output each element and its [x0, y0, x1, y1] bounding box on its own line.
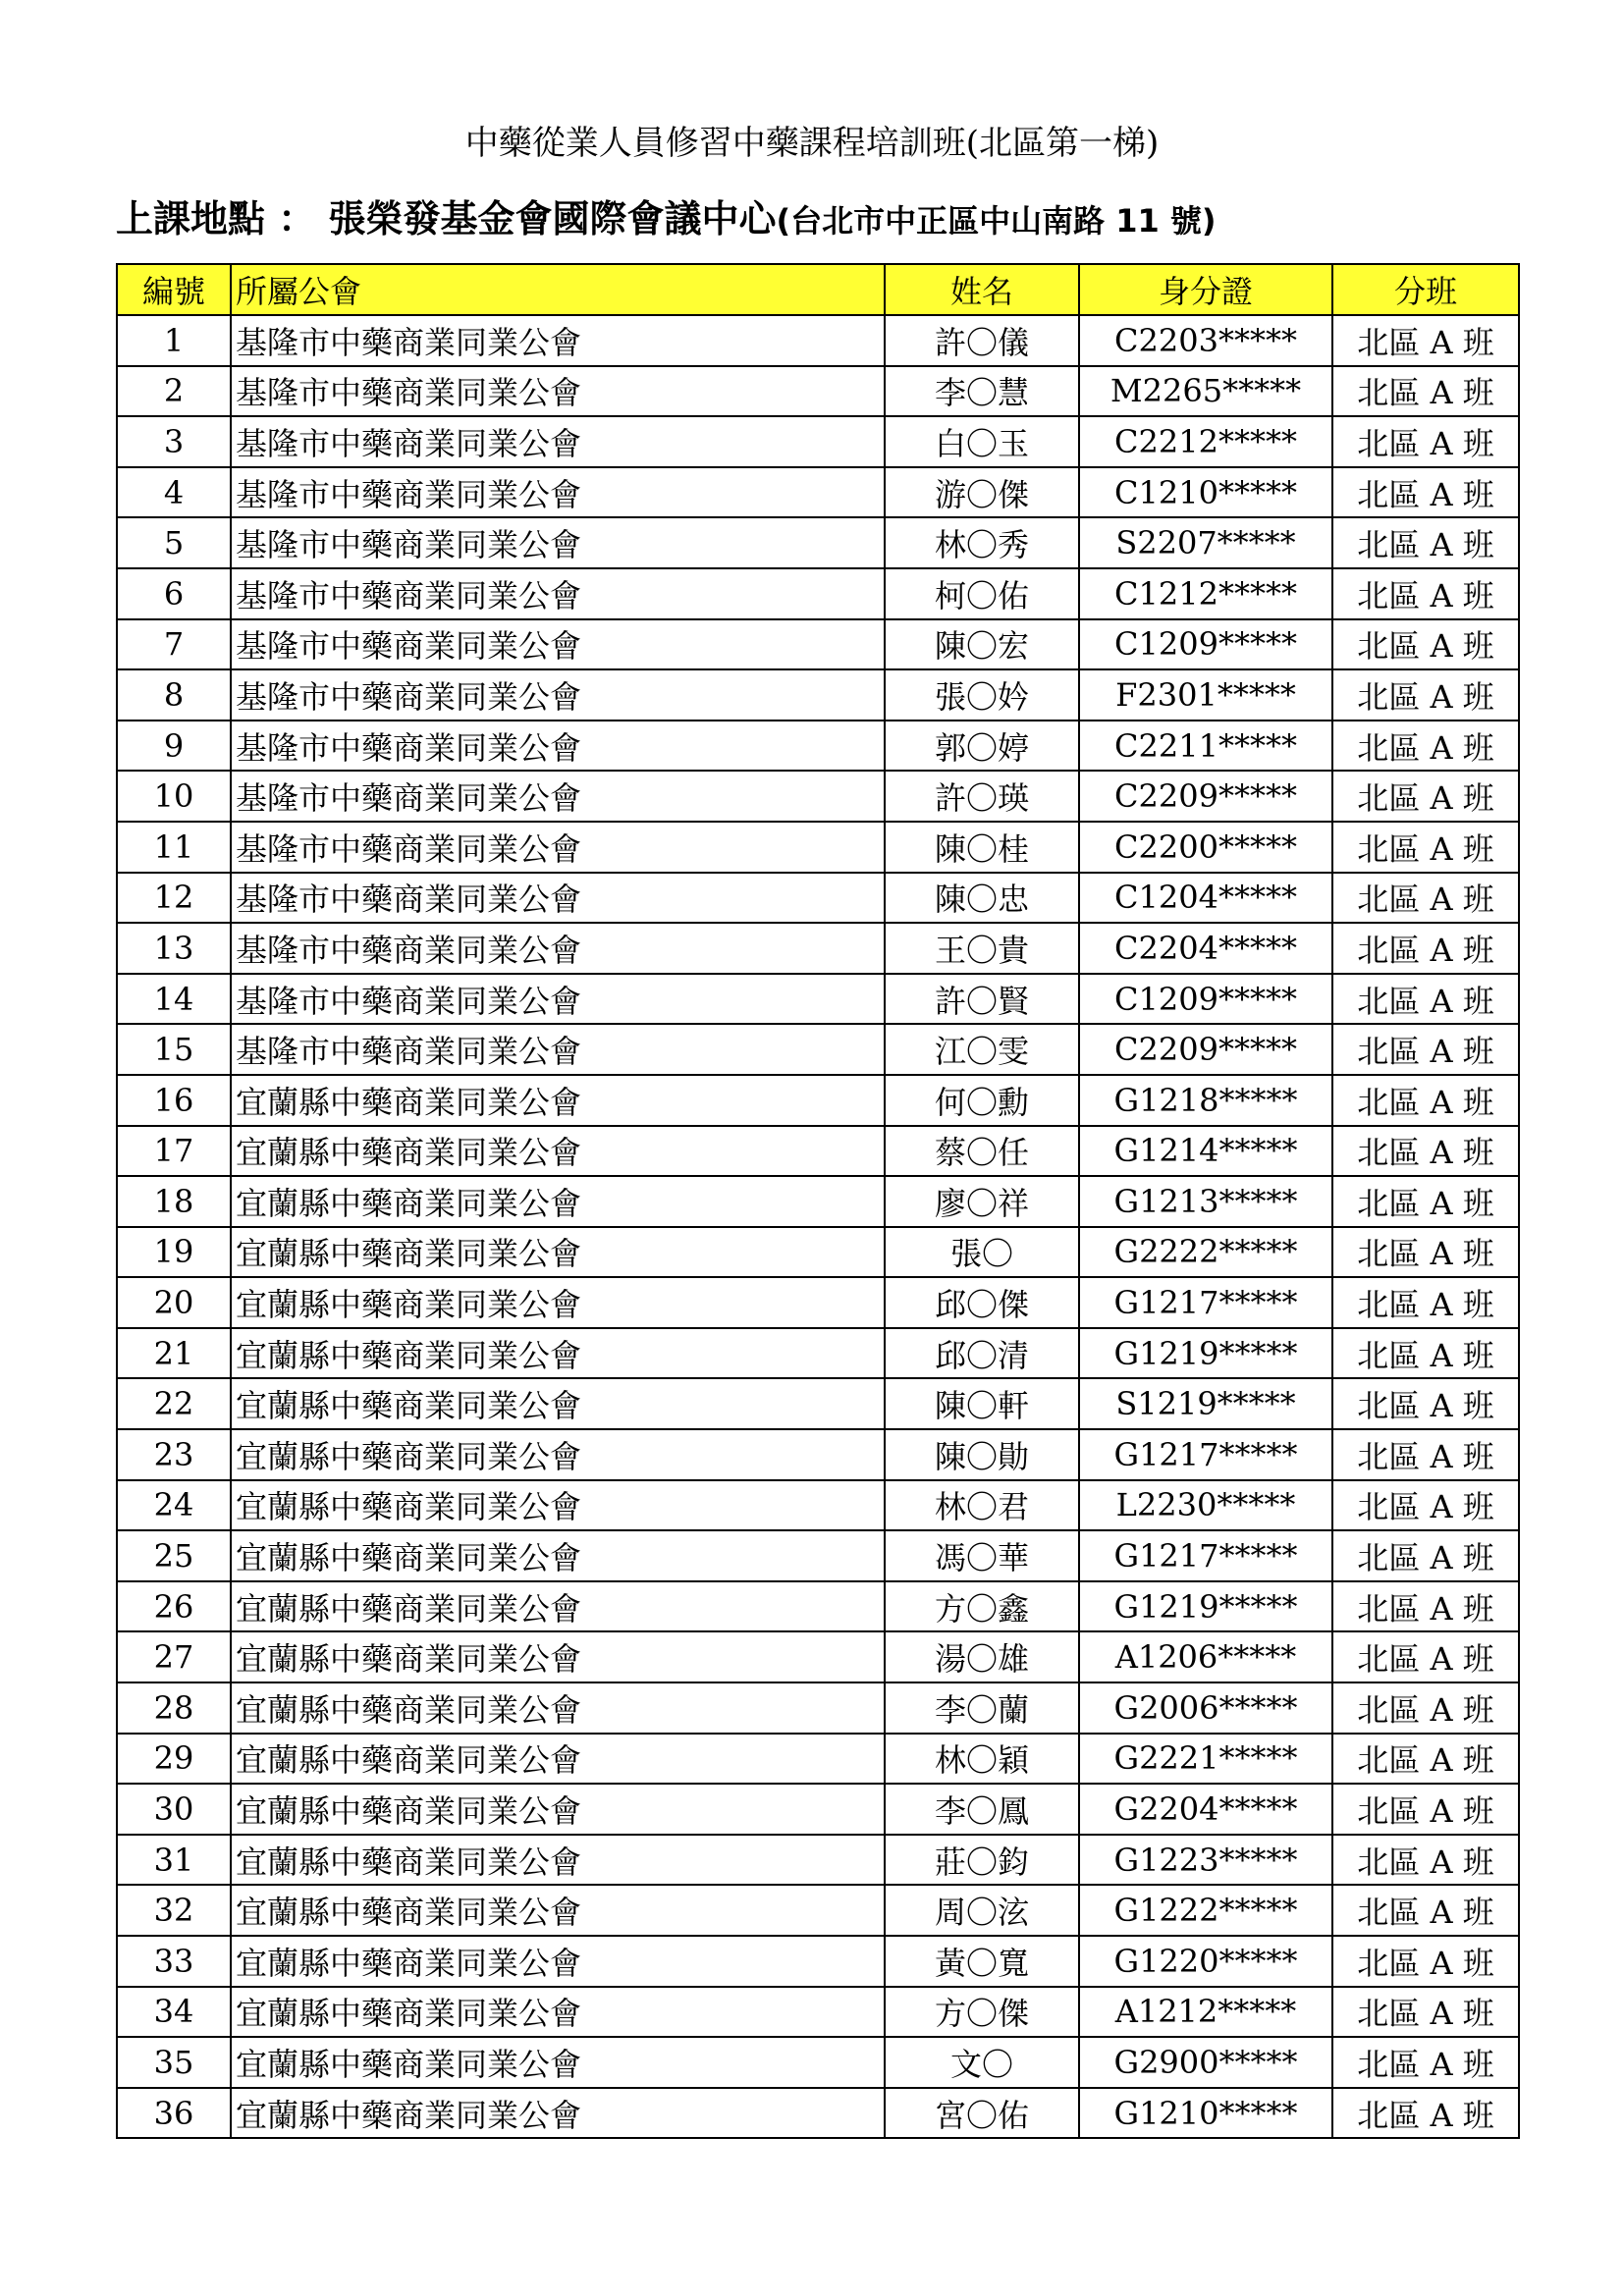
cell-class: 北區 A 班 [1332, 1885, 1519, 1936]
cell-union: 基隆市中藥商業同業公會 [231, 771, 885, 822]
cell-class: 北區 A 班 [1332, 1936, 1519, 1987]
cell-union: 基隆市中藥商業同業公會 [231, 873, 885, 924]
cell-id: G1217***** [1079, 1429, 1332, 1480]
table-row [117, 923, 1519, 974]
cell-number: 3 [117, 416, 231, 467]
cell-number: 10 [117, 771, 231, 822]
cell-class: 北區 A 班 [1332, 669, 1519, 721]
cell-name: 林〇君 [885, 1480, 1079, 1531]
cell-name: 許〇瑛 [885, 771, 1079, 822]
cell-class: 北區 A 班 [1332, 1530, 1519, 1581]
cell-id: L2230***** [1079, 1480, 1332, 1531]
cell-name: 陳〇宏 [885, 619, 1079, 670]
cell-class: 北區 A 班 [1332, 619, 1519, 670]
cell-class: 北區 A 班 [1332, 1581, 1519, 1632]
cell-number: 18 [117, 1176, 231, 1227]
cell-number: 11 [117, 822, 231, 873]
cell-name: 張〇 [885, 1227, 1079, 1278]
table-row [117, 1176, 1519, 1227]
cell-name: 柯〇佑 [885, 568, 1079, 619]
cell-class: 北區 A 班 [1332, 822, 1519, 873]
table-row [117, 2088, 1519, 2139]
table-row [117, 1936, 1519, 1987]
cell-class: 北區 A 班 [1332, 517, 1519, 568]
cell-class: 北區 A 班 [1332, 974, 1519, 1025]
cell-union: 宜蘭縣中藥商業同業公會 [231, 1429, 885, 1480]
cell-number: 12 [117, 873, 231, 924]
cell-union: 宜蘭縣中藥商業同業公會 [231, 1176, 885, 1227]
cell-name: 廖〇祥 [885, 1176, 1079, 1227]
cell-id: A1212***** [1079, 1987, 1332, 2038]
cell-number: 19 [117, 1227, 231, 1278]
cell-class: 北區 A 班 [1332, 1987, 1519, 2038]
cell-number: 2 [117, 366, 231, 417]
cell-class: 北區 A 班 [1332, 1378, 1519, 1429]
cell-name: 李〇鳳 [885, 1784, 1079, 1835]
cell-union: 宜蘭縣中藥商業同業公會 [231, 1936, 885, 1987]
cell-union: 基隆市中藥商業同業公會 [231, 1024, 885, 1075]
cell-number: 25 [117, 1530, 231, 1581]
table-row [117, 619, 1519, 670]
cell-name: 江〇雯 [885, 1024, 1079, 1075]
cell-name: 黃〇寬 [885, 1936, 1079, 1987]
table-row [117, 1227, 1519, 1278]
cell-id: G1223***** [1079, 1835, 1332, 1886]
table-row [117, 1734, 1519, 1785]
table-row [117, 1631, 1519, 1682]
cell-id: S1219***** [1079, 1378, 1332, 1429]
cell-number: 5 [117, 517, 231, 568]
cell-number: 17 [117, 1126, 231, 1177]
cell-id: C1209***** [1079, 974, 1332, 1025]
table-row [117, 1378, 1519, 1429]
cell-number: 36 [117, 2088, 231, 2139]
cell-name: 陳〇桂 [885, 822, 1079, 873]
cell-id: C2209***** [1079, 1024, 1332, 1075]
cell-union: 宜蘭縣中藥商業同業公會 [231, 1987, 885, 2038]
cell-number: 7 [117, 619, 231, 670]
cell-union: 基隆市中藥商業同業公會 [231, 669, 885, 721]
cell-class: 北區 A 班 [1332, 1631, 1519, 1682]
cell-id: G1220***** [1079, 1936, 1332, 1987]
cell-number: 4 [117, 467, 231, 518]
cell-class: 北區 A 班 [1332, 1075, 1519, 1126]
cell-number: 22 [117, 1378, 231, 1429]
cell-union: 基隆市中藥商業同業公會 [231, 721, 885, 772]
cell-id: G1219***** [1079, 1581, 1332, 1632]
cell-class: 北區 A 班 [1332, 1126, 1519, 1177]
cell-id: G1219***** [1079, 1328, 1332, 1379]
cell-id: G2222***** [1079, 1227, 1332, 1278]
cell-class: 北區 A 班 [1332, 416, 1519, 467]
cell-name: 李〇蘭 [885, 1682, 1079, 1734]
cell-name: 莊〇鈞 [885, 1835, 1079, 1886]
cell-number: 21 [117, 1328, 231, 1379]
cell-id: G1214***** [1079, 1126, 1332, 1177]
table-row [117, 568, 1519, 619]
cell-class: 北區 A 班 [1332, 366, 1519, 417]
table-row [117, 1429, 1519, 1480]
cell-name: 許〇儀 [885, 315, 1079, 366]
header-class: 分班 [1332, 264, 1519, 315]
table-row [117, 1530, 1519, 1581]
cell-union: 基隆市中藥商業同業公會 [231, 416, 885, 467]
cell-union: 基隆市中藥商業同業公會 [231, 568, 885, 619]
cell-class: 北區 A 班 [1332, 771, 1519, 822]
table-row [117, 1126, 1519, 1177]
cell-number: 15 [117, 1024, 231, 1075]
cell-union: 基隆市中藥商業同業公會 [231, 517, 885, 568]
table-row [117, 1784, 1519, 1835]
cell-union: 宜蘭縣中藥商業同業公會 [231, 1530, 885, 1581]
cell-class: 北區 A 班 [1332, 1682, 1519, 1734]
header-name: 姓名 [885, 264, 1079, 315]
table-row [117, 1024, 1519, 1075]
table-row [117, 2037, 1519, 2088]
cell-id: C1204***** [1079, 873, 1332, 924]
cell-name: 林〇穎 [885, 1734, 1079, 1785]
cell-union: 宜蘭縣中藥商業同業公會 [231, 1581, 885, 1632]
cell-number: 14 [117, 974, 231, 1025]
cell-id: G2900***** [1079, 2037, 1332, 2088]
cell-class: 北區 A 班 [1332, 467, 1519, 518]
table-row [117, 1277, 1519, 1328]
cell-number: 8 [117, 669, 231, 721]
cell-id: C2212***** [1079, 416, 1332, 467]
cell-class: 北區 A 班 [1332, 1328, 1519, 1379]
table-header-row [117, 264, 1519, 315]
cell-name: 周〇泫 [885, 1885, 1079, 1936]
cell-id: G2006***** [1079, 1682, 1332, 1734]
cell-name: 李〇慧 [885, 366, 1079, 417]
cell-name: 文〇 [885, 2037, 1079, 2088]
cell-number: 20 [117, 1277, 231, 1328]
cell-number: 29 [117, 1734, 231, 1785]
header-union: 所屬公會 [231, 264, 885, 315]
cell-id: G2204***** [1079, 1784, 1332, 1835]
cell-number: 28 [117, 1682, 231, 1734]
table-row [117, 1075, 1519, 1126]
table-row [117, 1581, 1519, 1632]
cell-id: G2221***** [1079, 1734, 1332, 1785]
cell-id: C1210***** [1079, 467, 1332, 518]
venue-label: 上課地點 ： 張榮發基金會國際會議中心 [116, 197, 777, 240]
roster-body [117, 315, 1519, 2138]
cell-class: 北區 A 班 [1332, 1835, 1519, 1886]
cell-union: 基隆市中藥商業同業公會 [231, 315, 885, 366]
venue-line [116, 188, 1217, 242]
cell-name: 邱〇傑 [885, 1277, 1079, 1328]
table-row [117, 974, 1519, 1025]
cell-number: 6 [117, 568, 231, 619]
cell-id: C2209***** [1079, 771, 1332, 822]
table-row [117, 1885, 1519, 1936]
cell-number: 31 [117, 1835, 231, 1886]
cell-number: 35 [117, 2037, 231, 2088]
cell-class: 北區 A 班 [1332, 1734, 1519, 1785]
cell-union: 宜蘭縣中藥商業同業公會 [231, 1126, 885, 1177]
cell-number: 13 [117, 923, 231, 974]
cell-union: 宜蘭縣中藥商業同業公會 [231, 1227, 885, 1278]
venue-address: (台北市中正區中山南路 11 號) [776, 202, 1217, 240]
cell-id: M2265***** [1079, 366, 1332, 417]
cell-class: 北區 A 班 [1332, 1480, 1519, 1531]
table-row [117, 517, 1519, 568]
cell-name: 白〇玉 [885, 416, 1079, 467]
cell-name: 邱〇清 [885, 1328, 1079, 1379]
cell-union: 宜蘭縣中藥商業同業公會 [231, 1835, 885, 1886]
table-row [117, 1328, 1519, 1379]
cell-union: 基隆市中藥商業同業公會 [231, 467, 885, 518]
cell-number: 24 [117, 1480, 231, 1531]
cell-name: 游〇傑 [885, 467, 1079, 518]
cell-name: 馮〇華 [885, 1530, 1079, 1581]
cell-union: 宜蘭縣中藥商業同業公會 [231, 1480, 885, 1531]
cell-union: 基隆市中藥商業同業公會 [231, 974, 885, 1025]
cell-name: 湯〇雄 [885, 1631, 1079, 1682]
cell-number: 9 [117, 721, 231, 772]
cell-id: S2207***** [1079, 517, 1332, 568]
cell-name: 王〇貴 [885, 923, 1079, 974]
cell-number: 26 [117, 1581, 231, 1632]
page-title: 中藥從業人員修習中藥課程培訓班(北區第一梯) [464, 124, 1160, 163]
cell-class: 北區 A 班 [1332, 721, 1519, 772]
cell-name: 林〇秀 [885, 517, 1079, 568]
table-row [117, 669, 1519, 721]
cell-union: 基隆市中藥商業同業公會 [231, 619, 885, 670]
cell-union: 宜蘭縣中藥商業同業公會 [231, 1277, 885, 1328]
header-id: 身分證 [1079, 264, 1332, 315]
cell-number: 1 [117, 315, 231, 366]
cell-id: C2211***** [1079, 721, 1332, 772]
cell-union: 宜蘭縣中藥商業同業公會 [231, 1784, 885, 1835]
cell-union: 宜蘭縣中藥商業同業公會 [231, 1631, 885, 1682]
cell-id: C1212***** [1079, 568, 1332, 619]
table-row [117, 416, 1519, 467]
cell-union: 宜蘭縣中藥商業同業公會 [231, 1378, 885, 1429]
table-row [117, 1835, 1519, 1886]
cell-id: G1213***** [1079, 1176, 1332, 1227]
table-row [117, 873, 1519, 924]
cell-name: 郭〇婷 [885, 721, 1079, 772]
cell-union: 基隆市中藥商業同業公會 [231, 822, 885, 873]
cell-class: 北區 A 班 [1332, 1024, 1519, 1075]
table-row [117, 771, 1519, 822]
cell-class: 北區 A 班 [1332, 923, 1519, 974]
cell-id: A1206***** [1079, 1631, 1332, 1682]
cell-name: 陳〇忠 [885, 873, 1079, 924]
cell-id: C2204***** [1079, 923, 1332, 974]
table-row [117, 822, 1519, 873]
cell-name: 許〇賢 [885, 974, 1079, 1025]
table-row [117, 721, 1519, 772]
table-row [117, 315, 1519, 366]
cell-number: 33 [117, 1936, 231, 1987]
cell-id: C2203***** [1079, 315, 1332, 366]
cell-name: 陳〇軒 [885, 1378, 1079, 1429]
cell-union: 宜蘭縣中藥商業同業公會 [231, 1682, 885, 1734]
cell-number: 16 [117, 1075, 231, 1126]
table-row [117, 1987, 1519, 2038]
cell-id: F2301***** [1079, 669, 1332, 721]
cell-class: 北區 A 班 [1332, 1227, 1519, 1278]
cell-class: 北區 A 班 [1332, 2088, 1519, 2139]
cell-union: 宜蘭縣中藥商業同業公會 [231, 1734, 885, 1785]
cell-name: 何〇勳 [885, 1075, 1079, 1126]
table-row [117, 1480, 1519, 1531]
cell-union: 宜蘭縣中藥商業同業公會 [231, 2037, 885, 2088]
cell-id: C2200***** [1079, 822, 1332, 873]
cell-name: 宮〇佑 [885, 2088, 1079, 2139]
cell-class: 北區 A 班 [1332, 568, 1519, 619]
table-row [117, 366, 1519, 417]
cell-union: 基隆市中藥商業同業公會 [231, 923, 885, 974]
cell-id: G1222***** [1079, 1885, 1332, 1936]
cell-union: 宜蘭縣中藥商業同業公會 [231, 1885, 885, 1936]
cell-id: G1218***** [1079, 1075, 1332, 1126]
cell-number: 34 [117, 1987, 231, 2038]
cell-class: 北區 A 班 [1332, 1176, 1519, 1227]
cell-name: 陳〇勛 [885, 1429, 1079, 1480]
header-number: 編號 [117, 264, 231, 315]
cell-class: 北區 A 班 [1332, 2037, 1519, 2088]
cell-name: 方〇傑 [885, 1987, 1079, 2038]
cell-union: 宜蘭縣中藥商業同業公會 [231, 1075, 885, 1126]
cell-class: 北區 A 班 [1332, 1277, 1519, 1328]
cell-number: 23 [117, 1429, 231, 1480]
cell-id: C1209***** [1079, 619, 1332, 670]
cell-id: G1210***** [1079, 2088, 1332, 2139]
cell-class: 北區 A 班 [1332, 873, 1519, 924]
cell-name: 蔡〇任 [885, 1126, 1079, 1177]
table-row [117, 1682, 1519, 1734]
cell-class: 北區 A 班 [1332, 315, 1519, 366]
cell-number: 27 [117, 1631, 231, 1682]
cell-number: 30 [117, 1784, 231, 1835]
cell-union: 基隆市中藥商業同業公會 [231, 366, 885, 417]
cell-name: 方〇鑫 [885, 1581, 1079, 1632]
roster-table [116, 263, 1520, 2139]
cell-union: 宜蘭縣中藥商業同業公會 [231, 2088, 885, 2139]
cell-number: 32 [117, 1885, 231, 1936]
table-row [117, 467, 1519, 518]
cell-id: G1217***** [1079, 1277, 1332, 1328]
cell-class: 北區 A 班 [1332, 1784, 1519, 1835]
cell-union: 宜蘭縣中藥商業同業公會 [231, 1328, 885, 1379]
cell-class: 北區 A 班 [1332, 1429, 1519, 1480]
cell-name: 張〇妗 [885, 669, 1079, 721]
cell-id: G1217***** [1079, 1530, 1332, 1581]
